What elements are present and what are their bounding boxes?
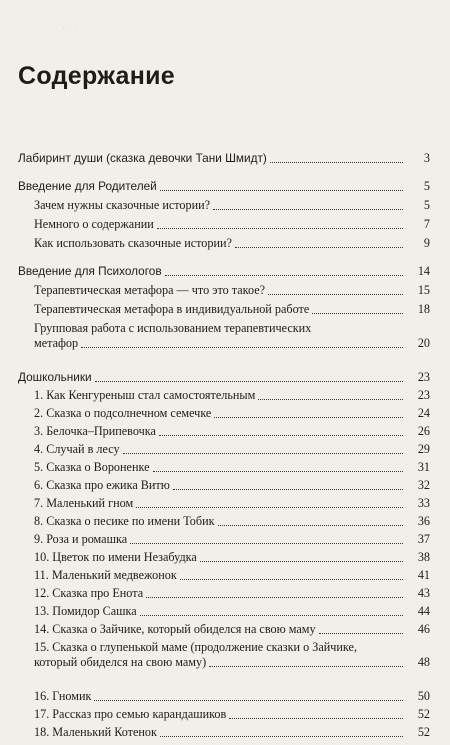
dot-leader [165, 275, 403, 276]
page-number: 33 [417, 496, 430, 510]
page-number: 37 [417, 532, 430, 546]
toc-entry-title: 5. Сказка о Вороненке [34, 460, 150, 474]
page-number: 26 [417, 424, 430, 438]
toc-entry-title: Групповая работа с использованием терапевтических [34, 321, 312, 335]
page-number: 32 [417, 478, 430, 492]
toc-entry-title: 8. Сказка о песике по имени Тобик [34, 514, 215, 528]
toc-entry-title: 7. Маленький гном [34, 496, 134, 510]
dot-leader [218, 525, 403, 526]
toc-entry-title: Терапевтическая метафора — что это такое? [34, 283, 266, 297]
toc-entry-title: который обиделся на свою маму) [34, 655, 207, 669]
page-number: 24 [417, 406, 430, 420]
page-number: 36 [417, 514, 430, 528]
page-number: 38 [417, 550, 430, 564]
toc-section[interactable] [18, 179, 430, 194]
toc-entry[interactable] [18, 321, 430, 351]
toc-entry-title: 2. Сказка о подсолнечном семечке [34, 406, 212, 420]
dot-leader [146, 597, 403, 598]
toc-entry-title: Как использовать сказочные истории? [34, 236, 232, 250]
toc-entry[interactable] [18, 283, 430, 298]
dot-leader [209, 666, 403, 667]
toc-entry[interactable] [18, 568, 430, 583]
toc-entry[interactable] [18, 550, 430, 565]
toc-entry-title: Введение для Родителей [18, 179, 157, 193]
toc-entry[interactable] [18, 640, 430, 670]
page-number: 48 [417, 655, 430, 669]
toc-entry-title: 1. Как Кенгуреныш стал самостоятельным [34, 388, 256, 402]
dot-leader [200, 561, 403, 562]
toc-entry-title: Введение для Психологов [18, 264, 162, 278]
dot-leader [235, 247, 403, 248]
dot-leader [94, 700, 403, 701]
toc-entry-title: 11. Маленький медвежонок [34, 568, 177, 582]
toc-entry[interactable] [18, 532, 430, 547]
toc-entry[interactable] [18, 217, 430, 232]
dot-leader [130, 543, 403, 544]
page-title: Содержание [18, 62, 176, 90]
dot-leader [229, 718, 403, 719]
page-number: 18 [417, 302, 430, 316]
dot-leader [160, 736, 403, 737]
page-number: 29 [417, 442, 430, 456]
toc-entry-title: 18. Маленький Котенок [34, 725, 157, 739]
dot-leader [312, 313, 403, 314]
toc-entry[interactable] [18, 478, 430, 493]
dot-leader [123, 453, 403, 454]
toc-entry-title: 10. Цветок по имени Незабудка [34, 550, 197, 564]
toc-entry[interactable] [18, 424, 430, 439]
toc-entry[interactable] [18, 689, 430, 704]
toc-entry-title: Дошкольники [18, 370, 92, 384]
page-number: 43 [417, 586, 430, 600]
toc-entry[interactable] [18, 406, 430, 421]
dot-leader [160, 190, 403, 191]
page-number: 44 [417, 604, 430, 618]
toc-entry-title: 9. Роза и ромашка [34, 532, 128, 546]
toc-entry-title: 3. Белочка–Припевочка [34, 424, 156, 438]
toc-entry-title: Немного о содержании [34, 217, 154, 231]
page-number: 41 [417, 568, 430, 582]
dot-leader [159, 435, 403, 436]
dot-leader [140, 615, 403, 616]
page-number: 52 [417, 725, 430, 739]
page-number: 46 [417, 622, 430, 636]
toc-entry-title: Зачем нужны сказочные истории? [34, 198, 211, 212]
toc-entry[interactable] [18, 604, 430, 619]
toc-entry-title: Терапевтическая метафора в индивидуальной работе [34, 302, 310, 316]
dot-leader [213, 209, 403, 210]
dot-leader [258, 399, 403, 400]
dot-leader [173, 489, 403, 490]
dot-leader [319, 633, 403, 634]
toc-entry-title: 15. Сказка о глупенькой маме (продолжение сказки о Зайчике, [34, 640, 358, 654]
page-number: 14 [417, 264, 430, 278]
dot-leader [180, 579, 403, 580]
toc-entry[interactable] [18, 236, 430, 251]
page-number: 5 [423, 179, 430, 193]
dot-leader [214, 417, 403, 418]
page-number: 5 [423, 198, 430, 212]
toc-entry-title: 12. Сказка про Енота [34, 586, 144, 600]
page-number: 23 [417, 388, 430, 402]
toc-entry-title: метафор [34, 336, 79, 350]
toc-section[interactable] [18, 264, 430, 279]
toc-entry[interactable] [18, 496, 430, 511]
dot-leader [268, 294, 403, 295]
toc-section[interactable] [18, 151, 430, 166]
dot-leader [157, 228, 403, 229]
page-number: 20 [417, 336, 430, 350]
toc-entry-title: 6. Сказка про ежика Витю [34, 478, 170, 492]
dot-leader [136, 507, 403, 508]
page-number: 31 [417, 460, 430, 474]
page-number: 23 [417, 370, 430, 384]
dot-leader [270, 162, 403, 163]
toc-entry-title: 17. Рассказ про семью карандашиков [34, 707, 227, 721]
toc-entry-title: 14. Сказка о Зайчике, который обиделся на свою маму [34, 622, 316, 636]
toc-entry[interactable] [18, 725, 430, 740]
toc-entry[interactable] [18, 198, 430, 213]
toc-entry-title: 13. Помидор Сашка [34, 604, 137, 618]
toc-entry-title: Лабиринт души (сказка девочки Тани Шмидт) [18, 151, 267, 165]
dot-leader [153, 471, 403, 472]
page-number: 15 [417, 283, 430, 297]
toc-entry[interactable] [18, 460, 430, 475]
toc-entry[interactable] [18, 302, 430, 317]
page-number: 52 [417, 707, 430, 721]
toc-entry-title: 4. Случай в лесу [34, 442, 120, 456]
toc-entry[interactable] [18, 586, 430, 601]
page-number: 50 [417, 689, 430, 703]
toc-entry[interactable] [18, 707, 430, 722]
dot-leader [81, 347, 403, 348]
toc-entry[interactable] [18, 622, 430, 637]
toc-section[interactable] [18, 370, 430, 385]
bleed-through-text: · · · [62, 24, 77, 33]
toc-entry[interactable] [18, 442, 430, 457]
toc-entry[interactable] [18, 514, 430, 529]
dot-leader [95, 381, 403, 382]
toc-entry[interactable] [18, 388, 430, 403]
page-number: 7 [423, 217, 430, 231]
toc-entry-title: 16. Гномик [34, 689, 92, 703]
page-number: 3 [423, 151, 430, 165]
page-number: 9 [423, 236, 430, 250]
